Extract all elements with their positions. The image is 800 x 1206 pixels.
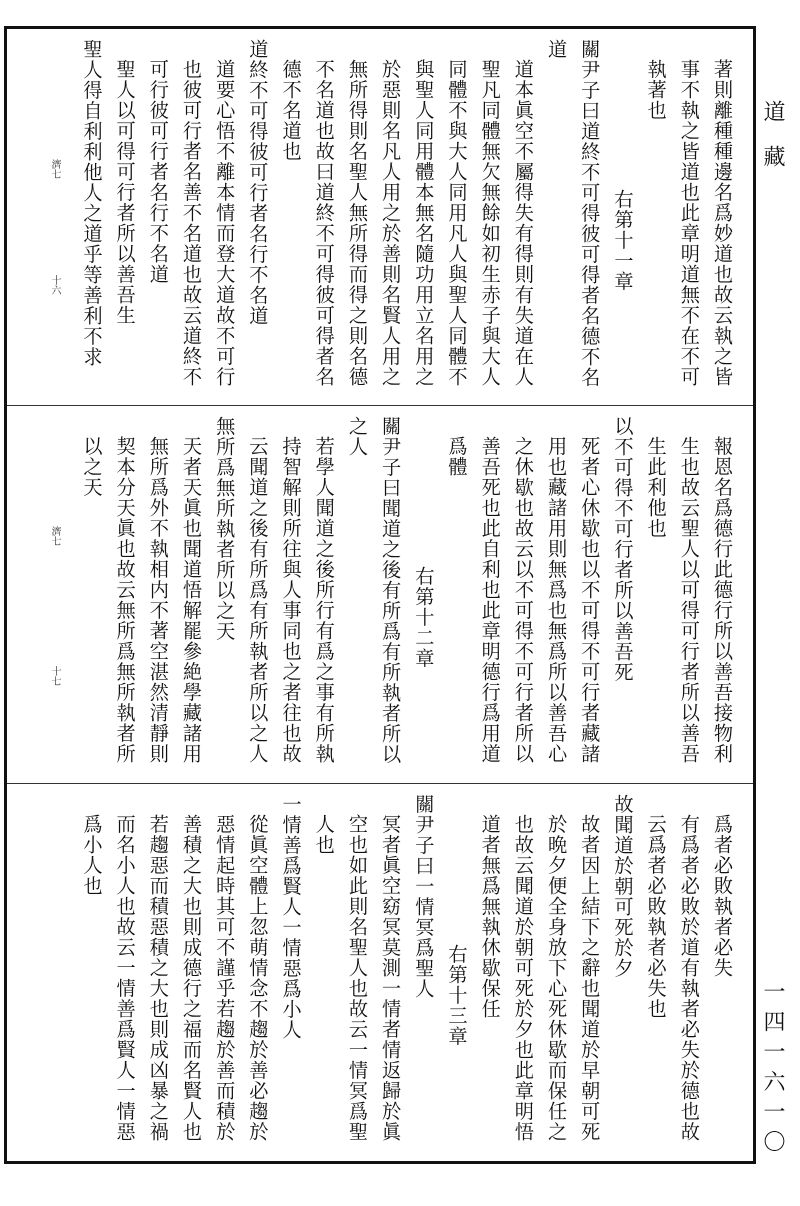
margin-mark: 十七 xyxy=(49,666,60,686)
text-column: 若趨惡而積惡積之大也則成凶暴之禍 xyxy=(146,814,170,1142)
panel-3-columns xyxy=(75,794,739,1152)
text-column: 道終不可得彼可行者名行不名道 xyxy=(246,39,270,326)
text-column: 爲者必敗執者必失 xyxy=(711,814,734,978)
text-column: 善吾死也此自利也此章明德行爲用道 xyxy=(478,436,502,764)
text-column: 生此利他也 xyxy=(644,436,668,539)
panel-3 xyxy=(7,783,753,1162)
text-column: 執著也 xyxy=(644,59,668,121)
side-title: 道 藏 xyxy=(760,100,785,175)
text-column: 著則離種種邊名爲妙道也故云執之皆 xyxy=(711,59,734,387)
text-column: 於惡則名凡人用之於善則名賢人用之 xyxy=(379,59,403,387)
text-column: 也彼可行者名善不名道也故云道終不 xyxy=(180,59,203,387)
text-column: 無所得則名聖人無所得而得之則名德 xyxy=(345,59,369,387)
text-column: 云聞道之後有所爲有所執者所以之人 xyxy=(246,436,270,764)
panel-1 xyxy=(7,29,753,403)
text-column: 若學人聞道之後所行有爲之事有所執 xyxy=(312,436,336,764)
text-column: 關尹子曰一情冥爲聖人 xyxy=(412,794,436,999)
text-column: 之休歇也故云以不可得不可行者所以 xyxy=(511,436,535,764)
text-column: 關尹子曰道終不可得彼可得者名德不名 xyxy=(578,39,602,388)
margin-mark: 濟七 xyxy=(49,526,60,546)
text-column: 用也藏諸用則無爲也無爲所以善吾心 xyxy=(545,436,569,764)
text-column: 聖人得自利利他人之道乎等善利不求 xyxy=(80,39,104,367)
text-column: 事不執之皆道也此章明道無不在不可 xyxy=(677,59,701,387)
text-column: 道者無爲無執休歇保任 xyxy=(478,814,502,1019)
text-column: 云爲者必敗執者必失也 xyxy=(644,814,668,1019)
text-column: 聖人以可得可行者所以善吾生 xyxy=(113,59,137,326)
text-column: 無所爲外不執相内不著空湛然清靜則 xyxy=(146,436,170,764)
text-column: 持智解則所往與人事同也之者往也故 xyxy=(279,436,303,764)
text-column: 以不可得不可行者所以善吾死 xyxy=(611,416,635,683)
text-column: 也故云聞道於朝可死於夕也此章明悟 xyxy=(511,814,535,1142)
panel-2 xyxy=(7,405,753,782)
panel-2-columns xyxy=(75,416,739,772)
text-column: 天者天眞也聞道悟解罷參絶學藏諸用 xyxy=(180,436,203,764)
text-column: 有爲者必敗於道有執者必失於德也故 xyxy=(677,814,701,1142)
text-column: 報恩名爲德行此德行所以善吾接物利 xyxy=(711,436,734,764)
text-column: 於晩夕便全身放下心死休歇而保任之 xyxy=(545,814,569,1142)
text-column: 無所爲無所執者所以之天 xyxy=(213,416,237,642)
text-column: 而名小人也故云一情善爲賢人一情惡 xyxy=(113,814,137,1142)
text-column: 之人 xyxy=(345,416,369,457)
text-column: 聖凡同體無欠無餘如初生赤子與大人 xyxy=(478,59,502,387)
side-page-number: 一四一六一〇 xyxy=(760,980,785,1160)
text-column: 道本眞空不屬得失有得則有失道在人 xyxy=(511,59,535,387)
page-frame xyxy=(4,26,756,1164)
text-column: 不名道也故曰道終不可得彼可得者名 xyxy=(312,59,336,387)
text-column: 故聞道於朝可死於夕 xyxy=(611,794,635,979)
text-column: 爲體 xyxy=(445,436,469,477)
text-column: 故者因上結下之辭也聞道於早朝可死 xyxy=(578,814,602,1142)
text-column: 生也故云聖人以可得可行者所以善吾 xyxy=(677,436,701,764)
margin-mark: 濟七 xyxy=(49,159,60,179)
text-column: 空也如此則名聖人也故云一情冥爲聖 xyxy=(345,814,369,1142)
text-column: 人也 xyxy=(312,814,336,855)
text-column: 與聖人同用體本無名隨功用立名用之 xyxy=(412,59,436,387)
text-column: 爲小人也 xyxy=(80,814,104,896)
text-column: 從眞空體上忽萌情念不趨於善必趨於 xyxy=(246,814,270,1142)
text-column: 善積之大也則成德行之福而名賢人也 xyxy=(180,814,203,1142)
text-column: 德不名道也 xyxy=(279,59,303,162)
text-column: 右第十三章 xyxy=(445,944,469,1047)
text-column: 惡情起時其可不謹乎若趨於善而積於 xyxy=(213,814,237,1142)
text-column: 道 xyxy=(545,39,569,60)
text-column: 關尹子曰聞道之後有所爲有所執者所以 xyxy=(379,416,403,765)
text-column: 冥者眞空窈冥莫測一情者情返歸於眞 xyxy=(379,814,403,1142)
text-column: 右第十二章 xyxy=(412,566,436,669)
text-column: 道要心悟不離本情而登大道故不可行 xyxy=(213,59,237,387)
text-column: 以之天 xyxy=(80,436,104,498)
text-column: 契本分天眞也故云無所爲無所執者所 xyxy=(113,436,137,764)
text-column: 右第十一章 xyxy=(611,189,635,292)
margin-mark: 十六 xyxy=(49,275,60,295)
text-column: 可行彼可行者名行不名道 xyxy=(146,59,170,285)
text-column: 死者心休歇也以不可得不可行者藏諸 xyxy=(578,436,602,764)
panel-1-columns xyxy=(75,39,739,393)
text-column: 一情善爲賢人一情惡爲小人 xyxy=(279,794,303,1040)
text-column: 同體不與大人同用凡人與聖人同體不 xyxy=(445,59,469,387)
